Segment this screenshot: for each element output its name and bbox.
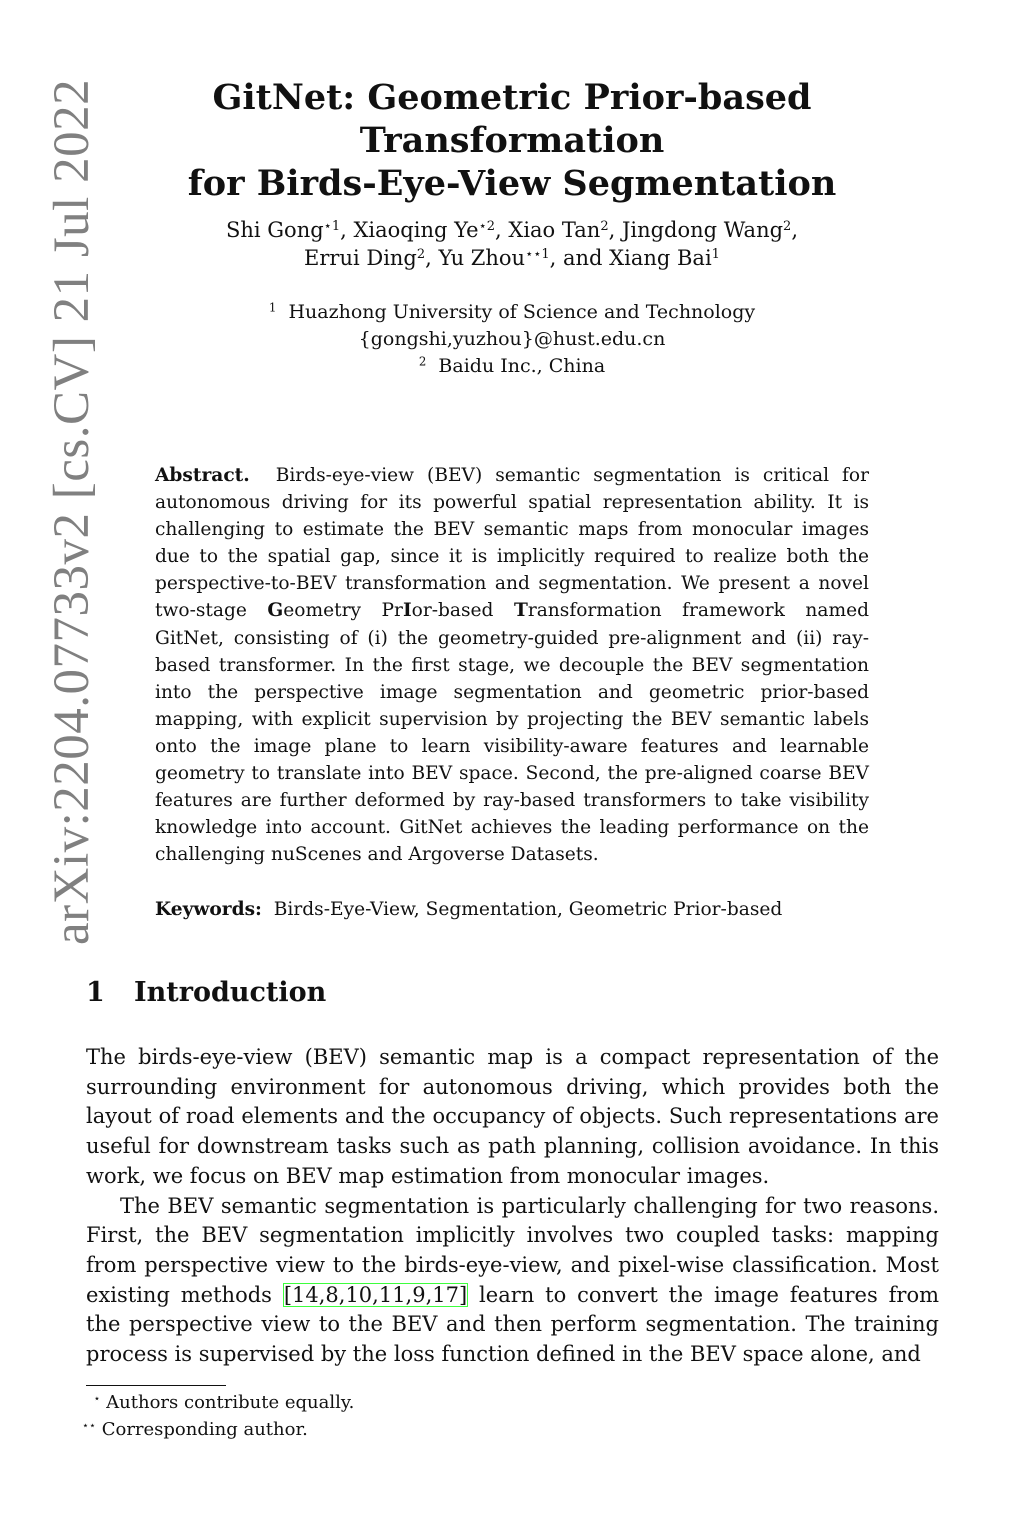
author-line-1: Shi Gong$^{⋆1}$, Xiaoqing $Ye^{⋆2}$, Xiao Tan$^2$, Jingdong Wang$^2$, <box>225 218 799 242</box>
footnote-2 <box>82 1416 942 1443</box>
author-name: Xiaoqing Ye <box>353 218 479 242</box>
author-mark: 2 <box>783 218 792 234</box>
author-mark: ⋆1 <box>323 218 341 234</box>
footnote-mark: ⋆⋆ <box>82 1418 96 1432</box>
author-mark: 1 <box>711 246 720 262</box>
acronym-letter: G <box>267 600 284 622</box>
acronym-letter: I <box>402 600 412 622</box>
author-name: and Xiang Bai <box>563 246 712 270</box>
abstract-text: eometry Pr <box>283 600 403 622</box>
author-list <box>60 216 964 272</box>
footnotes <box>82 1389 942 1443</box>
affiliation-mark: 2 <box>418 354 427 369</box>
author-email: {gongshi,yuzhou}@hust.edu.cn <box>358 328 666 350</box>
footnote-rule <box>86 1385 226 1386</box>
paragraph: The birds-eye-view (BEV) semantic map is a compact representation of the surrounding environment for autonomous driving, which provides both the layout of road elements and the occupancy of objects. Such representations are useful for downstream tasks such as path planning, collision avoidance. In this work, we focus on BEV map estimation from monocular images. <box>86 1045 939 1188</box>
citation-link[interactable]: [14,8,10,11,9,17] <box>283 1282 468 1307</box>
section-title: Introduction <box>134 977 327 1008</box>
footnote-text: Authors contribute equally. <box>106 1392 355 1413</box>
footnote-text: Corresponding author. <box>101 1419 308 1440</box>
author-mark: ⋆2 <box>478 218 496 234</box>
affiliation-1 <box>60 299 964 326</box>
section-heading <box>86 975 686 1011</box>
affiliation-mark: 1 <box>268 300 277 315</box>
footnote-1 <box>82 1389 942 1416</box>
paragraph-text: learn to convert the image features from the perspective view to the BEV and then perform segmentation. The training process is supervised by the loss function defined in the BEV space alone, and <box>86 1282 940 1367</box>
author-name: Yu Zhou <box>438 246 526 270</box>
paragraph <box>86 1192 939 1370</box>
abstract-text: or-based <box>411 600 514 622</box>
author-mark: 2 <box>416 246 426 262</box>
keywords-label: Keywords: <box>155 899 262 920</box>
author-name: Errui Ding <box>304 246 417 270</box>
abstract-label: Abstract. <box>155 465 250 486</box>
abstract-text: ransformation framework named GitNet, consisting of (i) the geometry-guided pre-alignment and (ii) ray-based transformer. In the first stage, we decouple the BEV segmentation into the perspective image segmentation and geometric prior-based mapping, with explicit supervision by projecting the BEV semantic labels onto the image plane to learn visibility-aware features and learnable geometry to translate into BEV space. Second, the pre-aligned coarse BEV features are further deformed by ray-based transformers to take visibility knowledge into account. GitNet achieves the leading performance on the challenging nuScenes and Argoverse Datasets. <box>155 600 870 866</box>
author-name: Xiao Tan <box>508 218 601 242</box>
paper-title <box>60 76 964 205</box>
title-line-2: for Birds-Eye-View Segmentation <box>187 163 837 204</box>
abstract <box>155 462 869 868</box>
author-mark: 2 <box>600 218 609 234</box>
section-number: 1 <box>86 977 105 1008</box>
keywords <box>155 896 869 923</box>
acronym-letter: T <box>513 600 528 622</box>
author-name: Shi Gong <box>225 218 324 242</box>
abstract-text: Birds-eye-view (BEV) semantic segmentation is critical for autonomous driving for its powerful spatial representation ability. It is challenging to estimate the BEV semantic maps from monocular images due to the spatial gap, since it is implicitly required to realize both the perspective-to-BEV transformation and segmentation. We present a novel two-stage <box>155 465 869 622</box>
affiliation-name: Huazhong University of Science and Technology <box>288 301 756 323</box>
author-mark: ⋆⋆1 <box>525 246 550 262</box>
arxiv-identifier: arXiv:2204.07733v2 [cs.CV] 21 Jul 2022 <box>44 78 100 945</box>
affiliations <box>60 299 964 380</box>
author-name: Jingdong Wang <box>621 218 784 242</box>
affiliation-name: Baidu Inc., China <box>438 355 606 377</box>
author-line-2: Errui Ding$^2$, Yu Zhou$^{⋆⋆1}$, and Xiang Bai$^1$ <box>304 246 720 270</box>
affiliation-2 <box>60 353 964 380</box>
paragraph-text: The BEV semantic segmentation is particularly challenging for two reasons. First, the BEV segmentation implicitly involves two coupled tasks: mapping from perspective view to the birds-eye-view, and pixel-wise classification. Most existing methods <box>86 1193 939 1307</box>
keywords-text: Birds-Eye-View, Segmentation, Geometric Prior-based <box>273 899 783 920</box>
title-line-1: GitNet: Geometric Prior-based Transformation <box>212 77 812 161</box>
body-text <box>86 1043 939 1370</box>
footnote-mark: ⋆ <box>93 1391 101 1405</box>
